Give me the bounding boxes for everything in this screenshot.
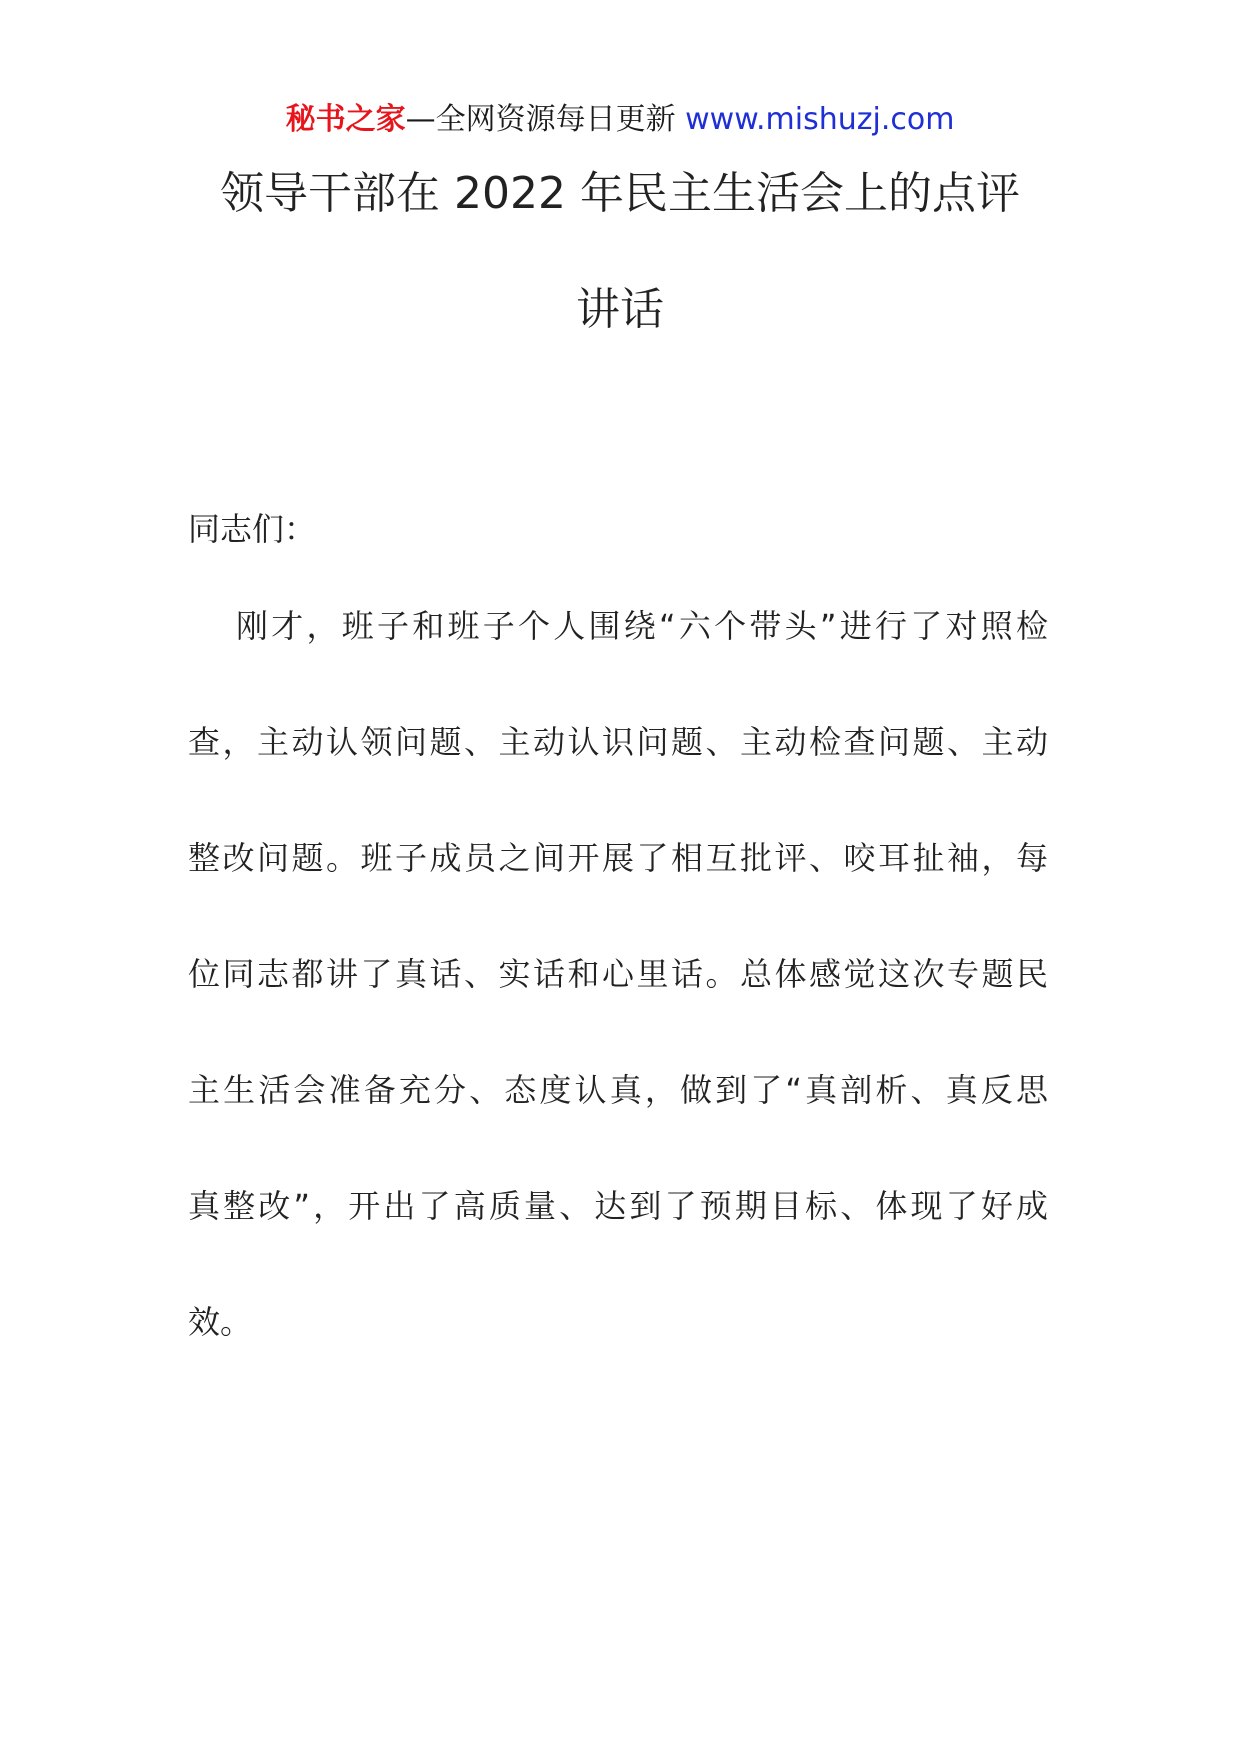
paragraph-line: 真整改”，开出了高质量、达到了预期目标、体现了好成 (188, 1187, 1048, 1225)
brand-name: 秘书之家 (285, 102, 406, 137)
salutation: 同志们： (188, 510, 317, 548)
document-title-line-1: 领导干部在 2022 年民主生活会上的点评 (220, 168, 1020, 219)
paragraph-line: 查，主动认领问题、主动认识问题、主动检查问题、主动 (188, 723, 1048, 761)
site-url-link[interactable]: www.mishuzj.com (685, 102, 955, 137)
header-tagline: —全网资源每日更新 (405, 102, 676, 137)
site-header (0, 100, 1240, 140)
paragraph-line: 整改问题。班子成员之间开展了相互批评、咬耳扯袖，每 (188, 839, 1048, 877)
paragraph-line: 主生活会准备充分、态度认真，做到了“真剖析、真反思 (188, 1071, 1048, 1109)
paragraph-line: 刚才，班子和班子个人围绕“六个带头”进行了对照检 (236, 607, 1048, 645)
document-title-line-2: 讲话 (576, 284, 664, 335)
paragraph-line: 位同志都讲了真话、实话和心里话。总体感觉这次专题民 (188, 955, 1048, 993)
paragraph-line: 效。 (188, 1303, 253, 1341)
